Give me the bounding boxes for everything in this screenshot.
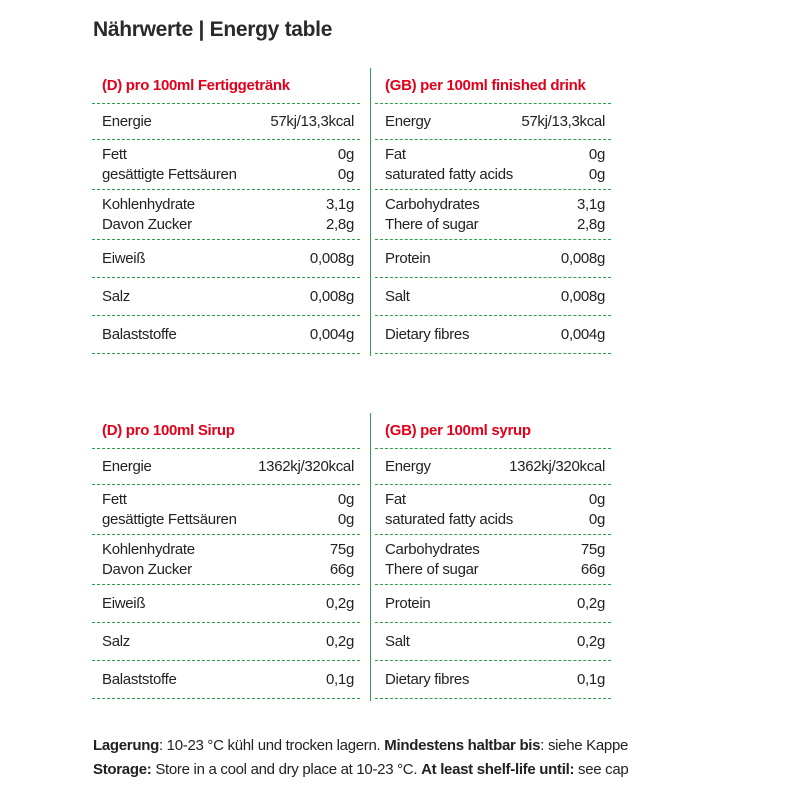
shelf-life-text-en: see cap <box>574 761 629 778</box>
nutrient-row <box>375 449 611 485</box>
nutrient-line <box>102 324 354 344</box>
nutrient-row <box>375 535 611 585</box>
nutrient-value: 0g <box>337 145 354 163</box>
nutrient-value: 66g <box>329 560 354 578</box>
storage-text-en: Store in a cool and dry place at 10-23 °C. <box>151 761 422 778</box>
nutrient-line <box>102 489 354 509</box>
nutrient-value: 0g <box>588 490 605 508</box>
nutrient-value: 75g <box>580 540 605 558</box>
nutrient-row <box>375 485 611 535</box>
nutrient-line <box>385 593 605 613</box>
nutrient-line <box>385 456 605 476</box>
nutrient-line <box>385 324 605 344</box>
nutrient-label: Carbohydrates <box>385 540 480 558</box>
nutrient-label: Balaststoffe <box>102 670 177 688</box>
nutrient-value: 0g <box>337 490 354 508</box>
nutrient-value: 3,1g <box>577 195 605 213</box>
nutrient-row <box>92 623 360 661</box>
nutrient-line <box>102 593 354 613</box>
nutrient-label: saturated fatty acids <box>385 510 513 528</box>
nutrient-row <box>375 240 611 278</box>
nutrient-label: Fett <box>102 490 127 508</box>
page-title: Nährwerte | Energy table <box>93 18 333 41</box>
nutrient-line <box>102 164 354 184</box>
nutrient-row <box>92 449 360 485</box>
nutrient-line <box>385 559 605 579</box>
nutrient-value: 0g <box>588 145 605 163</box>
nutrient-label: gesättigte Fettsäuren <box>102 510 237 528</box>
nutrient-row <box>92 316 360 354</box>
nutrient-label: Salz <box>102 632 130 650</box>
column-gb <box>375 68 611 354</box>
nutrient-line <box>385 144 605 164</box>
nutrient-line <box>102 559 354 579</box>
nutrient-label: Eiweiß <box>102 249 146 267</box>
nutrient-label: Fett <box>102 145 127 163</box>
nutrient-label: saturated fatty acids <box>385 165 513 183</box>
nutrient-label: Carbohydrates <box>385 195 480 213</box>
nutrient-row <box>375 140 611 190</box>
nutrient-value: 0,008g <box>560 287 605 305</box>
nutrient-label: Salt <box>385 632 410 650</box>
nutrient-label: Davon Zucker <box>102 560 192 578</box>
storage-text-de: : 10-23 °C kühl und trocken lagern. <box>158 737 385 754</box>
nutrient-label: Protein <box>385 249 431 267</box>
nutrient-label: Energy <box>385 457 431 475</box>
nutrient-label: Energy <box>385 112 431 130</box>
nutrient-line <box>102 286 354 306</box>
nutrient-row <box>92 585 360 623</box>
nutrient-label: There of sugar <box>385 560 479 578</box>
nutrient-line <box>385 539 605 559</box>
nutrient-label: Balaststoffe <box>102 325 177 343</box>
column-header-gb: (GB) per 100ml syrup <box>375 413 611 449</box>
nutrient-line <box>102 111 354 131</box>
nutrient-line <box>102 509 354 529</box>
nutrient-label: Dietary fibres <box>385 325 470 343</box>
nutrient-row <box>92 240 360 278</box>
nutrient-value: 0,004g <box>560 325 605 343</box>
nutrient-value: 0,1g <box>577 670 605 688</box>
shelf-life-label-en: At least shelf-life until: <box>421 761 575 778</box>
nutrient-value: 2,8g <box>577 215 605 233</box>
nutrient-row <box>375 316 611 354</box>
nutrient-label: Kohlenhydrate <box>102 195 195 213</box>
nutrient-value: 2,8g <box>326 215 354 233</box>
nutrient-value: 0,008g <box>309 287 354 305</box>
nutrient-value: 57kj/13,3kcal <box>270 112 354 130</box>
nutrient-line <box>102 456 354 476</box>
storage-label-en: Storage: <box>93 761 152 778</box>
column-gb <box>375 413 611 699</box>
nutrient-label: Fat <box>385 490 406 508</box>
nutrient-value: 0,008g <box>309 249 354 267</box>
nutrient-line <box>385 509 605 529</box>
column-divider <box>370 68 371 356</box>
nutrient-line <box>385 286 605 306</box>
column-header-de: (D) pro 100ml Sirup <box>92 413 360 449</box>
nutrient-line <box>102 248 354 268</box>
nutrient-value: 0,2g <box>326 632 354 650</box>
column-divider <box>370 413 371 701</box>
column-header-de: (D) pro 100ml Fertiggetränk <box>92 68 360 104</box>
nutrient-row <box>92 190 360 240</box>
nutrient-label: Salz <box>102 287 130 305</box>
nutrient-row <box>375 585 611 623</box>
nutrient-row <box>92 278 360 316</box>
nutrient-row <box>375 104 611 140</box>
nutrient-value: 75g <box>329 540 354 558</box>
nutrient-row <box>375 278 611 316</box>
shelf-life-text-de: : siehe Kappe <box>540 737 629 754</box>
nutrient-line <box>385 164 605 184</box>
nutrient-label: gesättigte Fettsäuren <box>102 165 237 183</box>
nutrient-line <box>102 194 354 214</box>
storage-note-de <box>93 737 628 754</box>
nutrient-label: Dietary fibres <box>385 670 470 688</box>
nutrient-value: 0g <box>337 510 354 528</box>
nutrient-label: Energie <box>102 112 152 130</box>
nutrient-value: 0,2g <box>326 594 354 612</box>
nutrient-row <box>92 661 360 699</box>
nutrient-row <box>375 661 611 699</box>
nutrient-line <box>385 248 605 268</box>
nutrient-row <box>375 623 611 661</box>
nutrient-label: Fat <box>385 145 406 163</box>
nutrient-line <box>102 539 354 559</box>
nutrient-line <box>385 489 605 509</box>
nutrient-value: 1362kj/320kcal <box>509 457 605 475</box>
nutrient-line <box>102 144 354 164</box>
nutrient-label: Kohlenhydrate <box>102 540 195 558</box>
nutrient-value: 0,004g <box>309 325 354 343</box>
nutrient-value: 0,2g <box>577 632 605 650</box>
column-de <box>92 68 360 354</box>
nutrient-value: 0,2g <box>577 594 605 612</box>
storage-note-en <box>93 761 628 778</box>
nutrient-value: 0,008g <box>560 249 605 267</box>
nutrient-line <box>102 214 354 234</box>
nutrient-value: 3,1g <box>326 195 354 213</box>
shelf-life-label-de: Mindestens haltbar bis <box>384 737 541 754</box>
nutrient-value: 1362kj/320kcal <box>258 457 354 475</box>
nutrient-value: 0g <box>337 165 354 183</box>
nutrient-row <box>375 190 611 240</box>
nutrient-value: 0g <box>588 510 605 528</box>
storage-label-de: Lagerung <box>93 737 159 754</box>
nutrient-line <box>102 669 354 689</box>
nutrient-line <box>385 111 605 131</box>
nutrient-value: 57kj/13,3kcal <box>521 112 605 130</box>
column-de <box>92 413 360 699</box>
nutrient-line <box>385 631 605 651</box>
nutrient-line <box>102 631 354 651</box>
nutrient-value: 66g <box>580 560 605 578</box>
nutrient-label: Davon Zucker <box>102 215 192 233</box>
nutrient-value: 0g <box>588 165 605 183</box>
nutrient-label: Salt <box>385 287 410 305</box>
nutrient-row <box>92 485 360 535</box>
nutrient-line <box>385 669 605 689</box>
nutrient-row <box>92 535 360 585</box>
nutrient-label: There of sugar <box>385 215 479 233</box>
nutrient-value: 0,1g <box>326 670 354 688</box>
nutrient-row <box>92 140 360 190</box>
nutrient-label: Eiweiß <box>102 594 146 612</box>
nutrient-label: Energie <box>102 457 152 475</box>
nutrient-row <box>92 104 360 140</box>
nutrient-line <box>385 214 605 234</box>
nutrient-label: Protein <box>385 594 431 612</box>
column-header-gb: (GB) per 100ml finished drink <box>375 68 611 104</box>
nutrient-line <box>385 194 605 214</box>
